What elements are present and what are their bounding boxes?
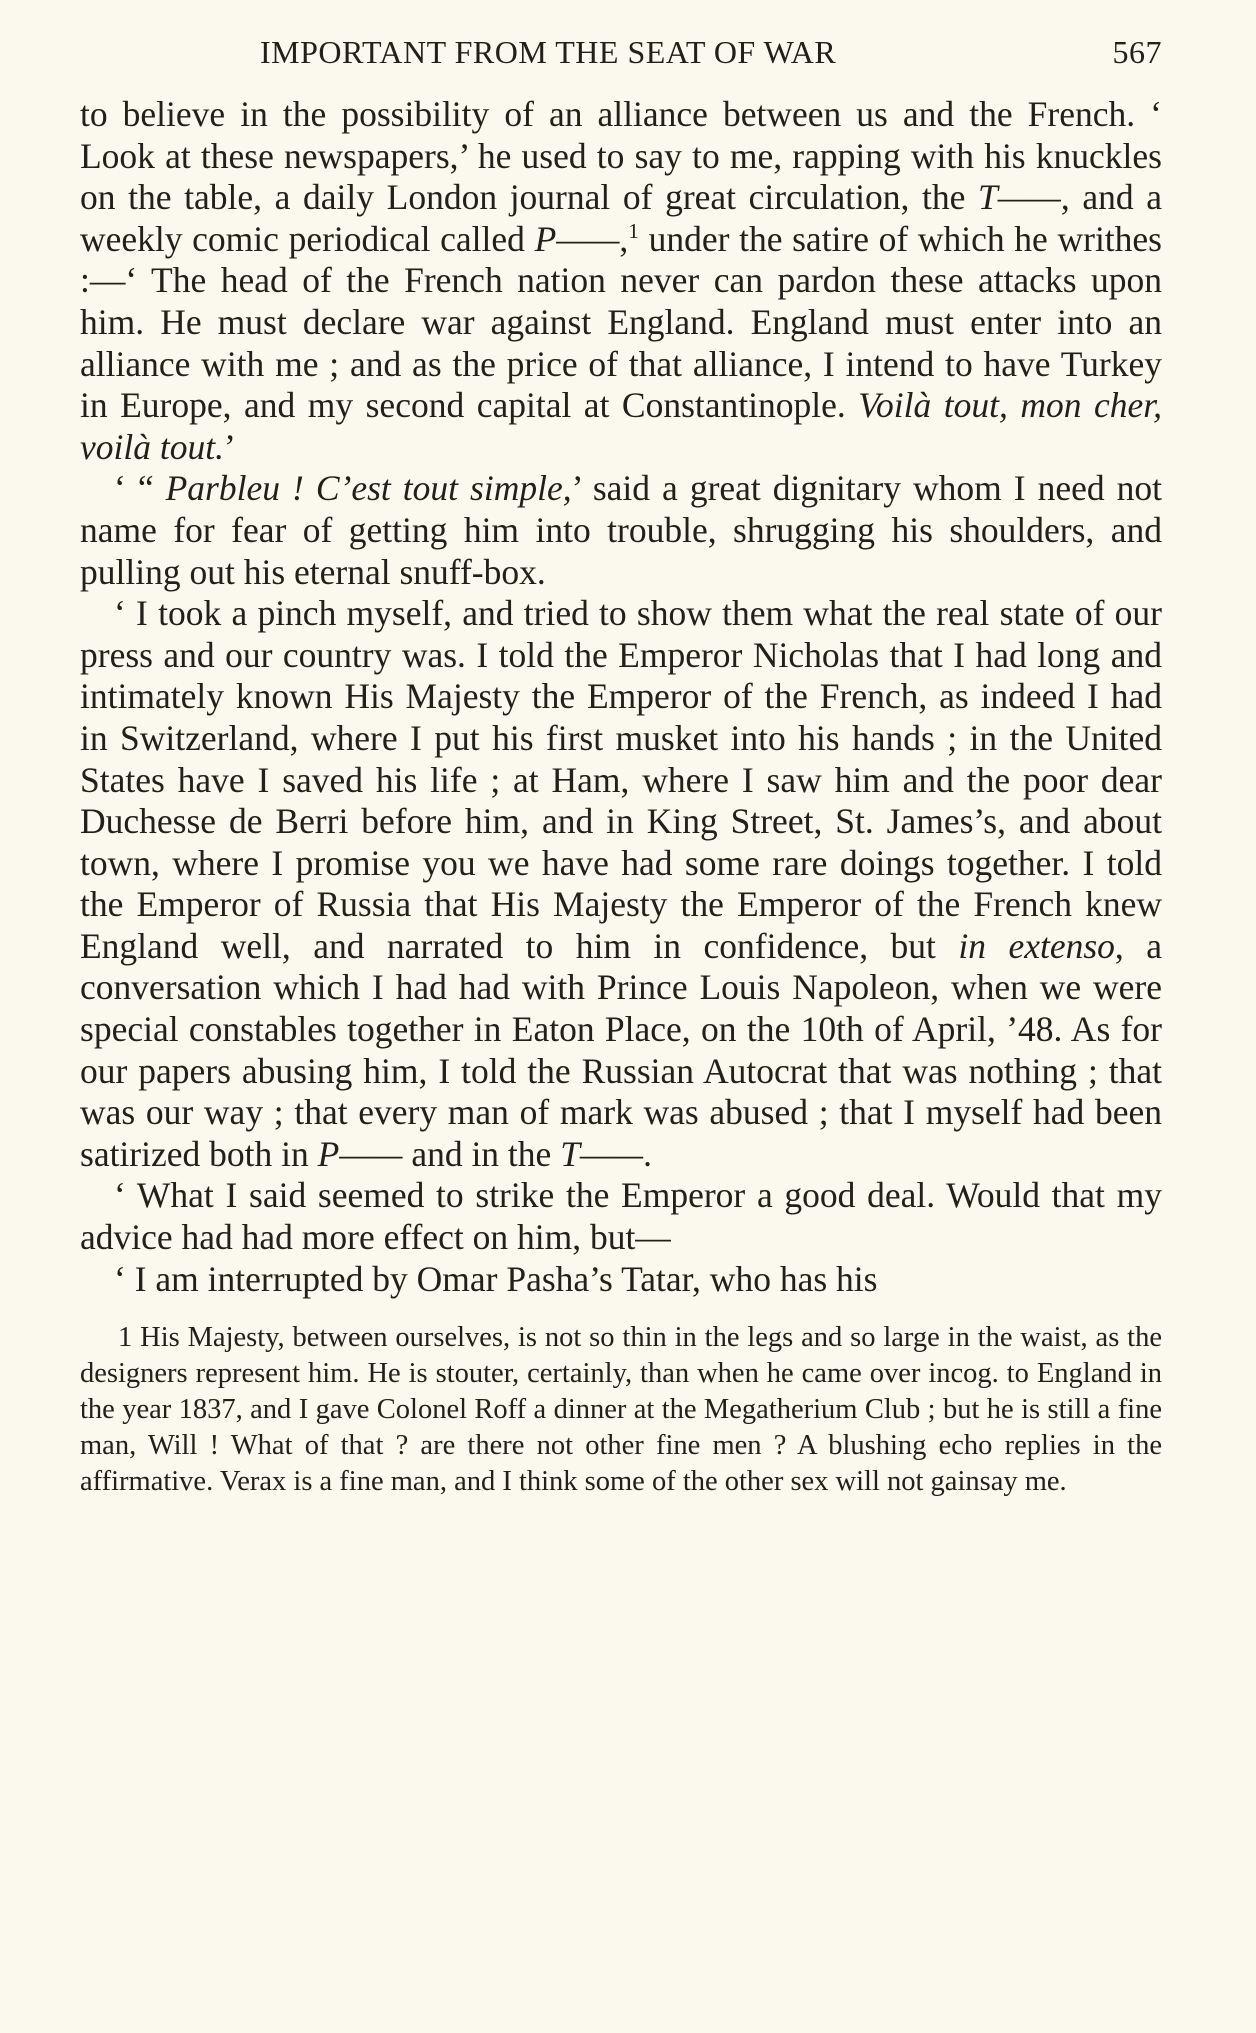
italic-text: P—— [534,218,620,259]
paragraph [80,1259,1162,1301]
text-run: , [619,218,629,259]
text-run: ’ said a great dignitary whom I need not name for fear of getting him into trouble, shrugging his shoulders, and pulling out his eternal snuff-box. [80,468,1162,592]
text-run: ‘ “ [114,468,166,509]
paragraph [80,593,1162,1175]
italic-text: in extenso [958,925,1115,966]
italic-text: T—— [560,1133,644,1174]
italic-text: Parbleu ! C’est tout simple, [165,468,572,509]
text-run: and in the [402,1133,561,1174]
footnote-text: His Majesty, between ourselves, is not so thin in the legs and so large in the waist, as the designers represent him. He is stouter, certainly, than when he came over incog. to England in the year 1837, and I gave Colonel Roff a dinner at the Megatherium Club ; but he is still a fine man, Will ! What of that ? are there not other fine men ? A blushing echo replies in the affirmative. Verax is a fine man, and I think some of the other sex will not gainsay me. [80,1322,1162,1498]
text-run: ‘ I took a pinch myself, and tried to show them what the real state of our press and our country was. I told the Emperor Nicholas that I had long and intimately known His Majesty the Emperor of the French, as indeed I had in Switzerland, where I put his first musket into his hands ; in the United States have I saved his life ; at Ham, where I saw him and the poor dear Duchesse de Berri before him, and in King Street, St. James’s, and about town, where I promise you we have had some rare doings together. I told the Emperor of Russia that His Majesty the Emperor of the French knew England well, and narrated to him in confidence, but [80,593,1162,966]
running-title: IMPORTANT FROM THE SEAT OF WAR [260,34,837,70]
text-run: under the satire of which he writhes :—‘ The head of the French nation never can pardon these attacks upon him. He must declare war against England. England must enter into an alliance with me ; and as the price of that alliance, I intend to have Turkey in Europe, and my second capital at Constantinople. [80,218,1162,426]
text-run: . [643,1133,652,1174]
italic-text: T—— [977,177,1061,218]
book-page [80,30,1162,1500]
text-run: ’ [223,426,236,467]
running-head [80,30,1162,80]
footnote-marker: 1 [118,1322,133,1354]
body-text [80,94,1162,1300]
text-run: ‘ What I said seemed to strike the Emperor a good deal. Would that my advice had had more effect on him, but— [80,1175,1162,1258]
text-run: ‘ I am interrupted by Omar Pasha’s Tatar, who has his [114,1258,878,1299]
footnote-reference: 1 [628,218,639,243]
paragraph [80,1175,1162,1258]
italic-text: P—— [317,1133,403,1174]
page-number: 567 [1112,34,1162,70]
paragraph [80,468,1162,593]
footnote [80,1320,1162,1500]
text-run: , and a weekly comic periodical called [80,177,1162,259]
paragraph [80,94,1162,468]
text-run: to believe in the possibility of an alliance between us and the French. ‘ Look at these newspapers,’ he used to say to me, rapping with his knuckles on the table, a daily London journal of great circulation, the [80,94,1162,218]
italic-text: Voilà tout, mon cher, voilà tout. [80,385,1162,467]
text-run: , a conversation which I had had with Prince Louis Napoleon, when we were special constables together in Eaton Place, on the 10th of April, ’48. As for our papers abusing him, I told the Russian Autocrat that was nothing ; that was our way ; that every man of mark was abused ; that I myself had been satirized both in [80,925,1163,1174]
